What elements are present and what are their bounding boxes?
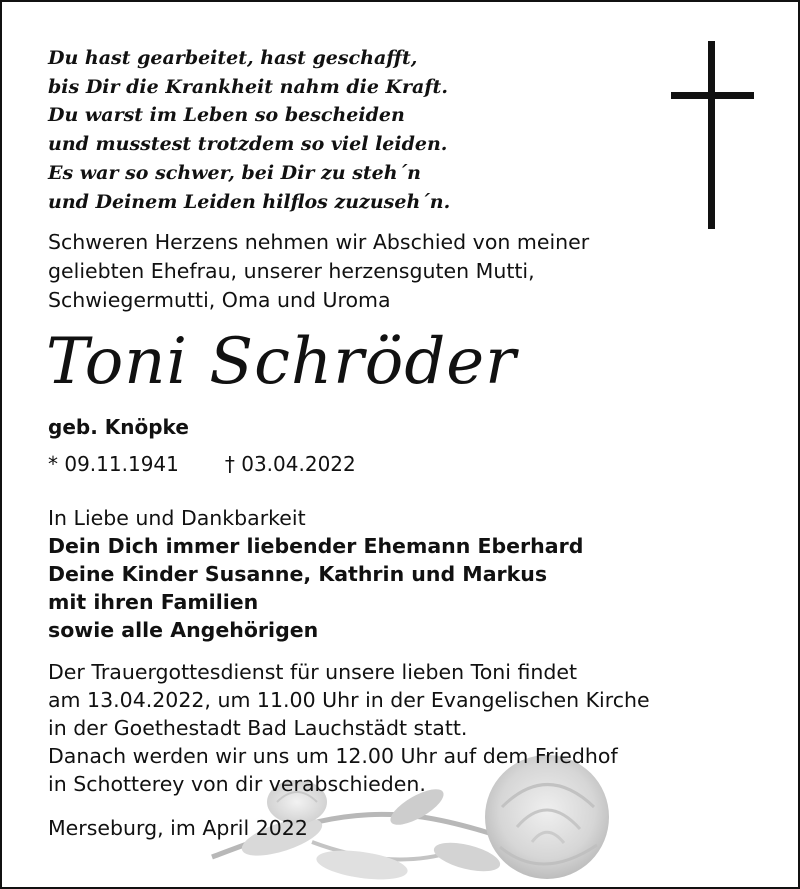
mourner-line: Dein Dich immer liebender Ehemann Eberhard [48, 534, 584, 558]
life-dates [48, 451, 356, 477]
poem-line: bis Dir die Krankheit nahm die Kraft. [48, 75, 448, 98]
poem [48, 44, 450, 216]
poem-line: Es war so schwer, bei Dir zu steh´n [48, 161, 421, 184]
poem-line: und musstest trotzdem so viel leiden. [48, 133, 448, 156]
mourner-line: sowie alle Angehörigen [48, 618, 319, 642]
poem-line: Du warst im Leben so bescheiden [48, 104, 405, 127]
intro-line: Schweren Herzens nehmen wir Abschied von meiner [48, 230, 590, 254]
service-info [48, 658, 650, 798]
service-line: Danach werden wir uns um 12.00 Uhr auf dem Friedhof [48, 744, 618, 768]
death-date: † 03.04.2022 [224, 452, 356, 476]
cross-icon-horizontal [671, 92, 754, 99]
deceased-name: Toni Schröder [46, 325, 517, 399]
intro-line: Schwiegermutti, Oma und Uroma [48, 288, 391, 312]
service-line: Der Trauergottesdienst für unsere lieben Toni findet [48, 660, 578, 684]
mourner-line: Deine Kinder Susanne, Kathrin und Markus [48, 562, 548, 586]
service-line: am 13.04.2022, um 11.00 Uhr in der Evangelischen Kirche [48, 688, 650, 712]
cross-icon-vertical [708, 41, 715, 229]
service-line: in der Goethestadt Bad Lauchstädt statt. [48, 716, 468, 740]
mourner-line: mit ihren Familien [48, 590, 259, 614]
maiden-name: geb. Knöpke [48, 415, 189, 439]
place-date: Merseburg, im April 2022 [48, 816, 308, 840]
poem-line: und Deinem Leiden hilflos zuzuseh´n. [48, 190, 451, 213]
poem-line: Du hast gearbeitet, hast geschafft, [48, 47, 418, 69]
intro-line: geliebten Ehefrau, unserer herzensguten Mutti, [48, 259, 535, 283]
birth-date: * 09.11.1941 [48, 452, 179, 476]
mourners-intro: In Liebe und Dankbarkeit [48, 506, 306, 530]
service-line: in Schotterey von dir verabschieden. [48, 772, 426, 796]
farewell-intro [48, 228, 589, 315]
mourners [48, 504, 583, 644]
